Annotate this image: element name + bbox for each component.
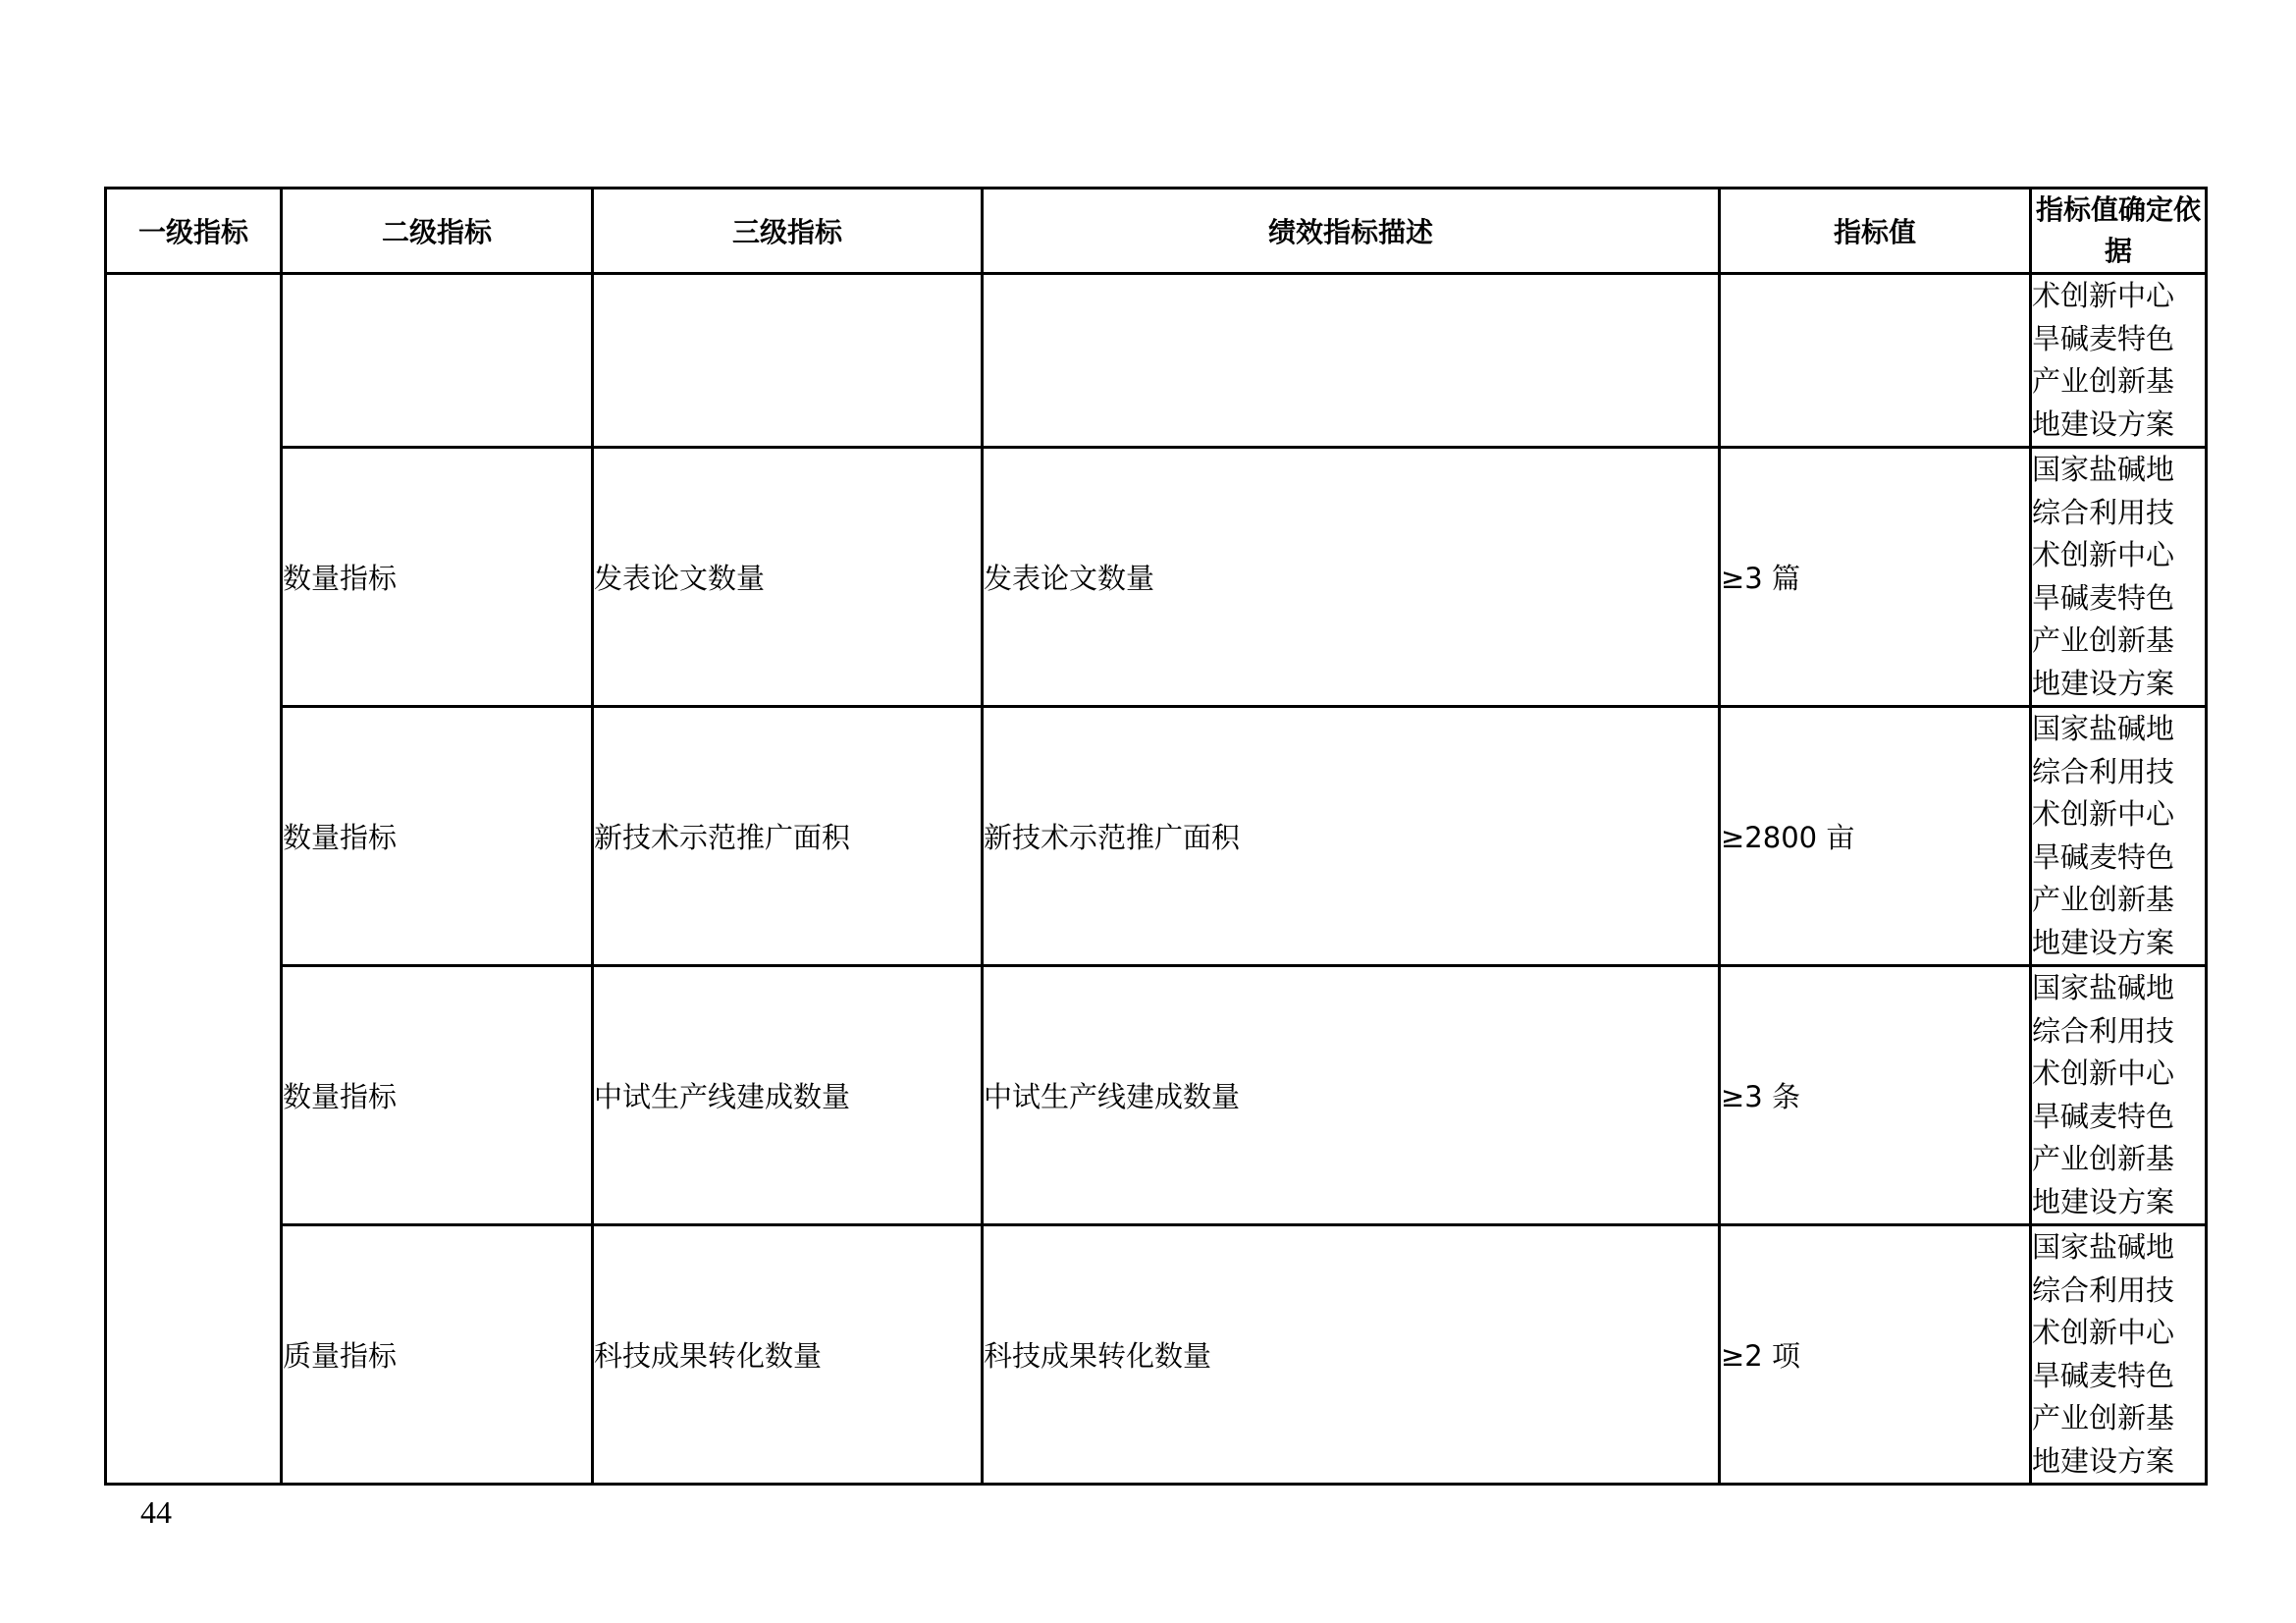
basis-line: 旱碱麦特色 <box>2032 580 2175 615</box>
header-basis: 指标值确定依据 <box>2031 189 2207 274</box>
level2-cell: 质量指标 <box>282 1225 593 1485</box>
basis-line: 术创新中心 <box>2032 538 2175 571</box>
description-cell: 新技术示范推广面积 <box>983 707 1720 966</box>
basis-line: 地建设方案 <box>2032 925 2175 959</box>
level2-cell: 数量指标 <box>282 707 593 966</box>
description-cell: 中试生产线建成数量 <box>983 966 1720 1225</box>
value-cell: ≥2800 亩 <box>1720 707 2031 966</box>
level2-cell: 数量指标 <box>282 448 593 707</box>
basis-line: 综合利用技 <box>2032 495 2175 529</box>
table-row <box>106 448 2207 707</box>
header-description: 绩效指标描述 <box>983 189 1720 274</box>
table-row <box>106 966 2207 1225</box>
level3-cell: 科技成果转化数量 <box>593 1225 983 1485</box>
table-row <box>106 274 2207 448</box>
basis-line: 产业创新基 <box>2032 623 2175 657</box>
basis-line: 旱碱麦特色 <box>2032 1358 2175 1392</box>
basis-line: 综合利用技 <box>2032 1013 2175 1048</box>
level3-cell <box>593 274 983 448</box>
value-cell: ≥3 条 <box>1720 966 2031 1225</box>
value-cell: ≥2 项 <box>1720 1225 2031 1485</box>
basis-line: 术创新中心 <box>2032 279 2175 312</box>
basis-line: 产业创新基 <box>2032 883 2175 916</box>
basis-line: 旱碱麦特色 <box>2032 321 2175 355</box>
value-cell: ≥3 篇 <box>1720 448 2031 707</box>
basis-cell <box>2031 274 2207 448</box>
basis-line: 术创新中心 <box>2032 1316 2175 1349</box>
level2-cell <box>282 274 593 448</box>
level3-cell: 新技术示范推广面积 <box>593 707 983 966</box>
basis-line: 国家盐碱地 <box>2032 453 2175 486</box>
basis-line: 国家盐碱地 <box>2032 712 2175 745</box>
basis-line: 国家盐碱地 <box>2032 1230 2175 1264</box>
basis-line: 产业创新基 <box>2032 364 2175 398</box>
performance-indicator-table <box>104 187 2208 1486</box>
description-cell <box>983 274 1720 448</box>
basis-line: 产业创新基 <box>2032 1142 2175 1175</box>
level1-cell <box>106 274 282 1485</box>
basis-cell <box>2031 1225 2207 1485</box>
basis-line: 术创新中心 <box>2032 1056 2175 1090</box>
description-cell: 发表论文数量 <box>983 448 1720 707</box>
header-level1: 一级指标 <box>106 189 282 274</box>
basis-line: 产业创新基 <box>2032 1401 2175 1434</box>
basis-line: 综合利用技 <box>2032 754 2175 788</box>
basis-line: 地建设方案 <box>2032 1443 2175 1478</box>
header-value: 指标值 <box>1720 189 2031 274</box>
basis-line: 旱碱麦特色 <box>2032 839 2175 874</box>
basis-line: 综合利用技 <box>2032 1272 2175 1307</box>
basis-line: 旱碱麦特色 <box>2032 1099 2175 1133</box>
level2-cell: 数量指标 <box>282 966 593 1225</box>
basis-cell <box>2031 707 2207 966</box>
level3-cell: 中试生产线建成数量 <box>593 966 983 1225</box>
value-cell <box>1720 274 2031 448</box>
basis-cell <box>2031 966 2207 1225</box>
basis-cell <box>2031 448 2207 707</box>
table-row <box>106 1225 2207 1485</box>
basis-line: 国家盐碱地 <box>2032 971 2175 1004</box>
header-level2: 二级指标 <box>282 189 593 274</box>
level3-cell: 发表论文数量 <box>593 448 983 707</box>
table-header-row <box>106 189 2207 274</box>
description-cell: 科技成果转化数量 <box>983 1225 1720 1485</box>
basis-line: 地建设方案 <box>2032 666 2175 700</box>
basis-line: 术创新中心 <box>2032 797 2175 831</box>
basis-line: 地建设方案 <box>2032 406 2175 441</box>
table-row <box>106 707 2207 966</box>
basis-line: 地建设方案 <box>2032 1184 2175 1218</box>
page-number: 44 <box>140 1494 172 1530</box>
header-level3: 三级指标 <box>593 189 983 274</box>
